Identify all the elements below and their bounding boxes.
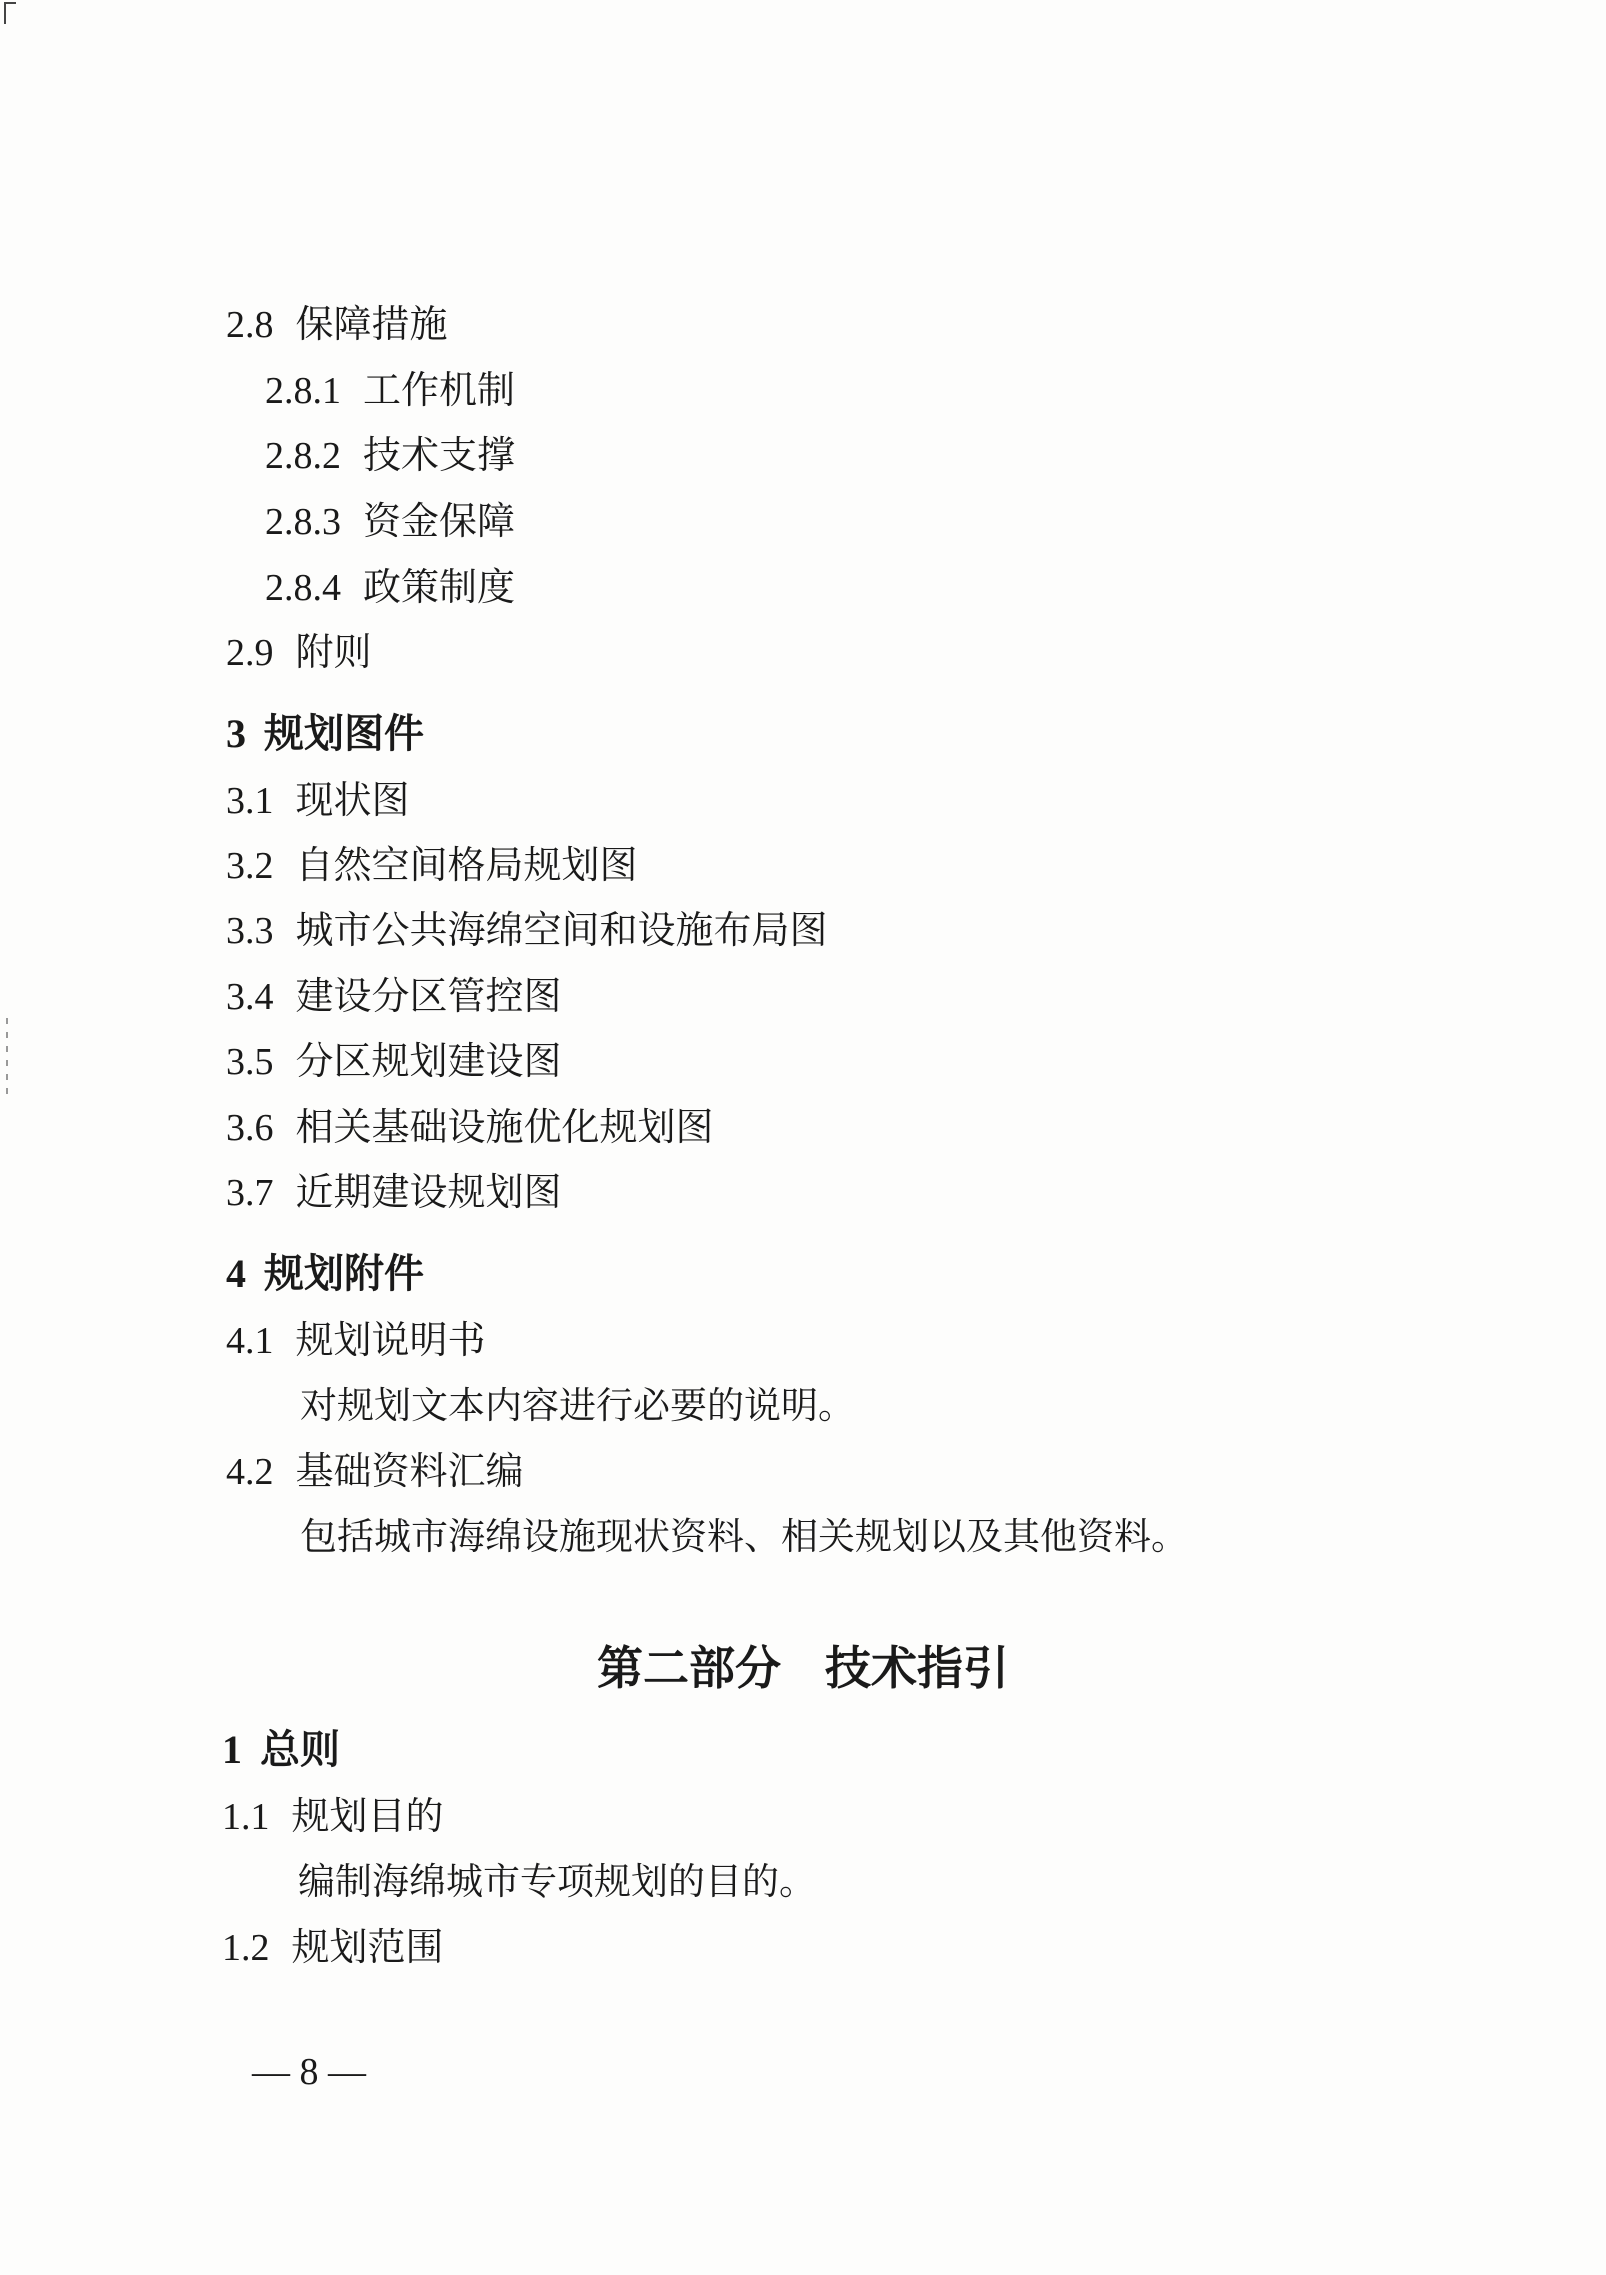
section-title: 现状图 [295, 778, 410, 822]
section-title: 政策制度 [363, 565, 516, 609]
toc-item-2-8-4 [265, 565, 516, 609]
heading-number: 1 [222, 1727, 242, 1772]
toc-item-1-1 [222, 1794, 444, 1838]
section-title: 规划目的 [291, 1794, 444, 1838]
section-number: 3.7 [226, 1172, 274, 1214]
section-title: 自然空间格局规划图 [295, 843, 638, 887]
toc-item-4-1 [226, 1318, 486, 1362]
toc-item-3-2 [226, 843, 638, 887]
heading-number: 4 [226, 1251, 246, 1296]
toc-item-1-2 [222, 1925, 444, 1969]
toc-item-2-8-3 [265, 499, 516, 543]
paragraph-4-2: 包括城市海绵设施现状资料、相关规划以及其他资料。 [300, 1515, 1188, 1558]
toc-item-2-8 [226, 302, 448, 346]
toc-item-3-7 [226, 1170, 562, 1214]
section-title: 资金保障 [363, 499, 516, 543]
section-number: 4.1 [226, 1320, 274, 1362]
section-number: 2.8 [226, 304, 274, 346]
toc-item-3-6 [226, 1105, 714, 1149]
section-number: 1.2 [222, 1927, 270, 1969]
section-title: 分区规划建设图 [295, 1039, 562, 1083]
section-title: 保障措施 [295, 302, 448, 346]
section-title: 规划范围 [291, 1925, 444, 1969]
part-title [0, 1632, 1606, 1698]
toc-item-3-5 [226, 1039, 562, 1083]
paragraph-4-1: 对规划文本内容进行必要的说明。 [300, 1384, 855, 1427]
section-title: 相关基础设施优化规划图 [295, 1105, 714, 1149]
section-number: 2.8.4 [265, 567, 341, 609]
section-number: 3.2 [226, 845, 274, 887]
section-title: 附则 [295, 630, 372, 674]
section-title: 近期建设规划图 [295, 1170, 562, 1214]
heading-4 [226, 1250, 424, 1297]
scan-edge-ticks [6, 1018, 8, 1098]
section-title: 工作机制 [363, 368, 516, 412]
toc-item-3-1 [226, 778, 410, 822]
toc-item-2-8-2 [265, 433, 516, 477]
section-title: 规划说明书 [295, 1318, 486, 1362]
section-number: 3.3 [226, 910, 274, 952]
scan-corner-mark [4, 2, 16, 24]
heading-title: 规划图件 [264, 710, 424, 757]
heading-1 [222, 1726, 340, 1773]
heading-title: 总则 [260, 1726, 340, 1773]
section-title: 基础资料汇编 [295, 1449, 524, 1493]
heading-3 [226, 710, 424, 757]
section-title: 技术支撑 [363, 433, 516, 477]
section-number: 3.1 [226, 780, 274, 822]
toc-item-3-3 [226, 908, 828, 952]
section-number: 4.2 [226, 1451, 274, 1493]
section-number: 3.6 [226, 1107, 274, 1149]
section-number: 2.9 [226, 632, 274, 674]
heading-number: 3 [226, 711, 246, 756]
section-number: 3.5 [226, 1041, 274, 1083]
section-title: 城市公共海绵空间和设施布局图 [295, 908, 828, 952]
section-number: 1.1 [222, 1796, 270, 1838]
toc-item-2-9 [226, 630, 372, 674]
section-title: 建设分区管控图 [295, 974, 562, 1018]
section-number: 2.8.3 [265, 501, 341, 543]
section-number: 2.8.2 [265, 435, 341, 477]
page-number: — 8 — [252, 2051, 366, 2093]
paragraph-1-1: 编制海绵城市专项规划的目的。 [298, 1860, 816, 1903]
heading-title: 规划附件 [264, 1250, 424, 1297]
section-number: 3.4 [226, 976, 274, 1018]
part-title-subject: 技术指引 [825, 1641, 1009, 1695]
toc-item-3-4 [226, 974, 562, 1018]
toc-item-4-2 [226, 1449, 524, 1493]
toc-item-2-8-1 [265, 368, 516, 412]
part-title-label: 第二部分 [597, 1641, 781, 1695]
section-number: 2.8.1 [265, 370, 341, 412]
